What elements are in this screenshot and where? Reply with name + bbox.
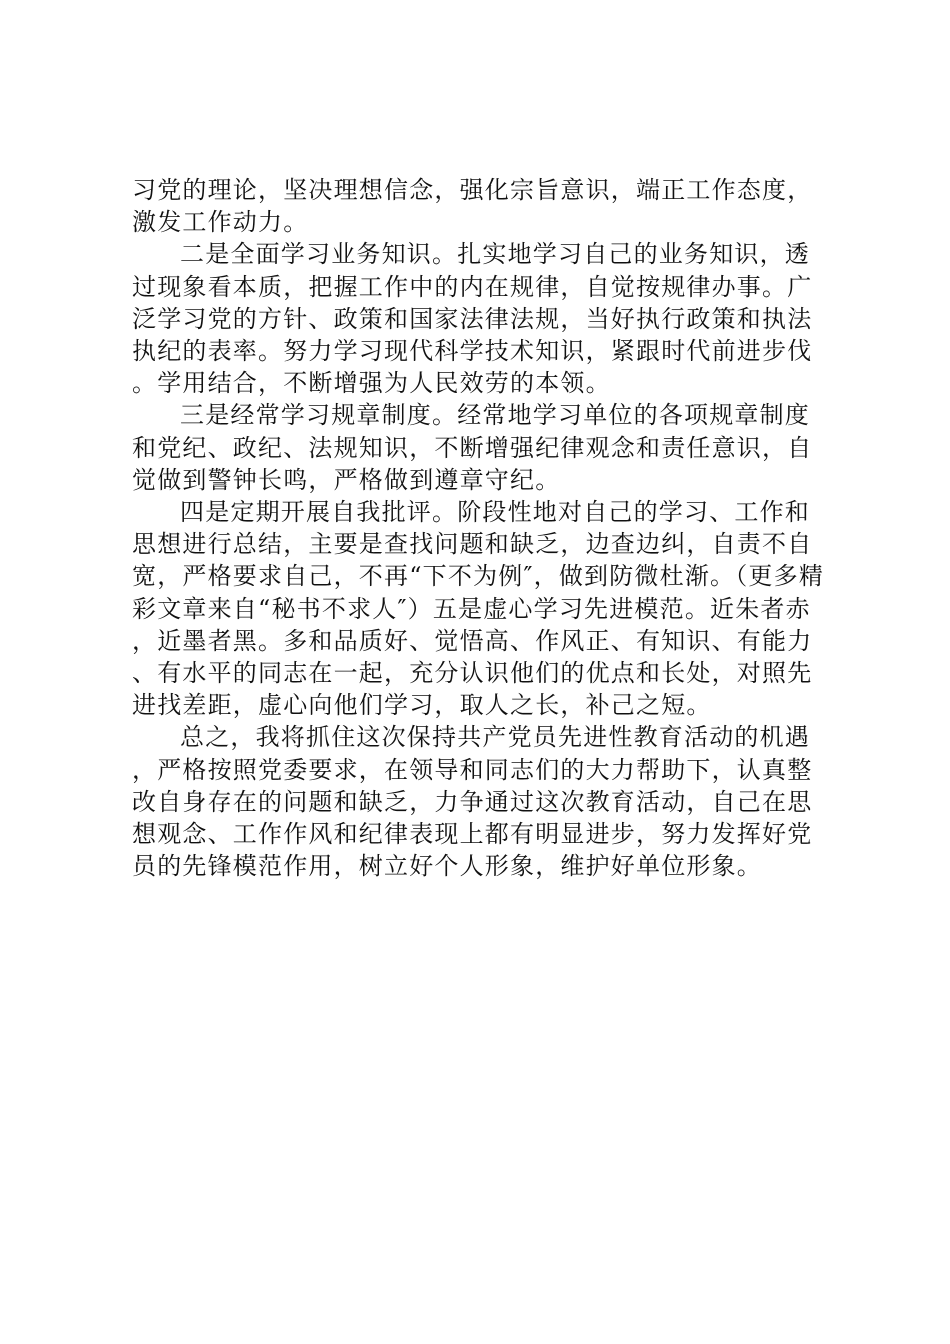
- paragraph-business-knowledge: 二是全面学习业务知识。扎实地学习自己的业务知识，透过现象看本质，把握工作中的内在规律，自觉按规律办事。广泛学习党的方针、政策和国家法律法规，当好执行政策和执法执纪的表率。努力学习现代科学技术知识，紧跟时代前进步伐。学用结合，不断增强为人民效劳的本领。: [132, 240, 813, 398]
- paragraph-self-criticism: 四是定期开展自我批评。阶段性地对自己的学习、工作和思想进行总结，主要是查找问题和缺乏，边查边纠，自责不自宽，严格要求自己，不再“下不为例″，做到防微杜渐。（更多精彩文章来自“秘书不求人″）五是虚心学习先进模范。近朱者赤，近墨者黑。多和品质好、觉悟高、作风正、有知识、有能力、有水平的同志在一起，充分认识他们的优点和长处，对照先进找差距，虚心向他们学习，取人之长，补己之短。: [132, 498, 825, 720]
- document-body: [132, 174, 832, 882]
- paragraph-continuation: 习党的理论，坚决理想信念，强化宗旨意识，端正工作态度，激发工作动力。: [132, 176, 813, 237]
- paragraph-conclusion: 总之，我将抓住这次保持共产党员先进性教育活动的机遇，严格按照党委要求，在领导和同志们的大力帮助下，认真整改自身存在的问题和缺乏，力争通过这次教育活动，自己在思想观念、工作作风和纪律表现上都有明显进步，努力发挥好党员的先锋模范作用，树立好个人形象，维护好单位形象。: [132, 723, 813, 881]
- paragraph-rules-regulations: 三是经常学习规章制度。经常地学习单位的各项规章制度和党纪、政纪、法规知识，不断增强纪律观念和责任意识，自觉做到警钟长鸣，严格做到遵章守纪。: [132, 401, 813, 494]
